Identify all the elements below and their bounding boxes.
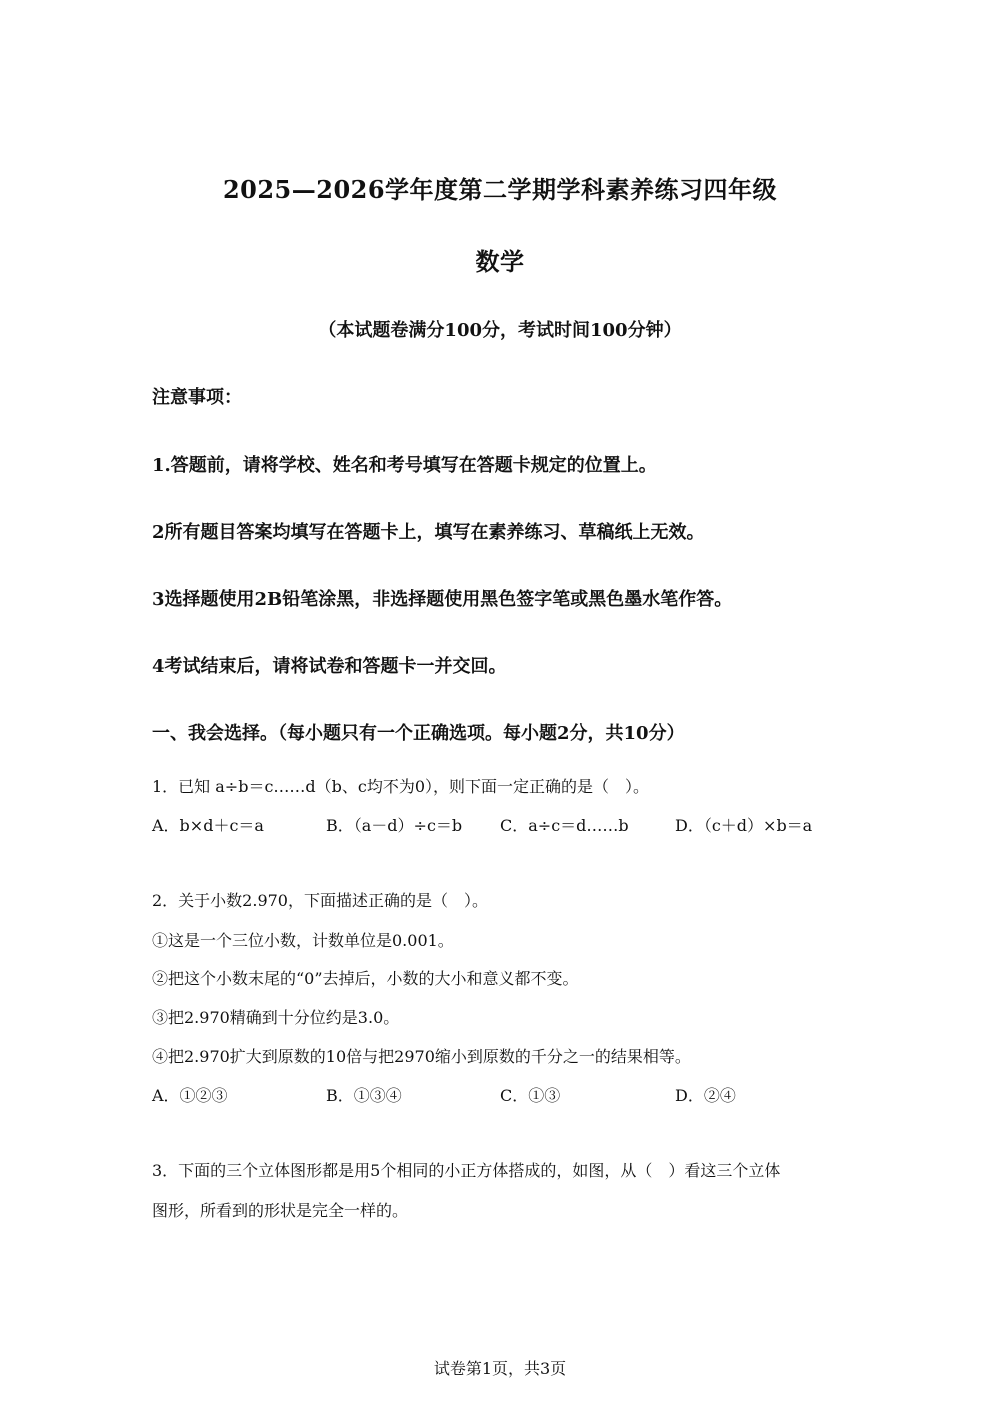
notice-item-1: 1.答题前，请将学校、姓名和考号填写在答题卡规定的位置上。 xyxy=(152,455,657,476)
question-1-stem: 1．已知 a÷b＝c……d（b、c均不为0），则下面一定正确的是（ ）。 xyxy=(152,777,650,796)
question-3-stem-line-2: 图形，所看到的形状是完全一样的。 xyxy=(152,1201,409,1220)
notice-item-3: 3选择题使用2B铅笔涂黑，非选择题使用黑色签字笔或黑色墨水笔作答。 xyxy=(152,589,733,610)
question-1-option-d: D．（c＋d）×b＝a xyxy=(675,816,813,835)
exam-info: （本试题卷满分100分，考试时间100分钟） xyxy=(318,320,682,341)
question-1-option-c: C．a÷c＝d……b xyxy=(500,816,629,835)
question-3-stem-line-1: 3．下面的三个立体图形都是用5个相同的小正方体搭成的，如图，从（ ）看这三个立体 xyxy=(152,1161,781,1180)
question-2-statement-2: ②把这个小数末尾的“0”去掉后，小数的大小和意义都不变。 xyxy=(152,969,579,988)
notice-heading: 注意事项： xyxy=(152,387,242,408)
question-1-option-a: A．b×d＋c＝a xyxy=(152,816,264,835)
page-footer: 试卷第1页，共3页 xyxy=(433,1359,567,1378)
question-2-statement-4: ④把2.970扩大到原数的10倍与把2970缩小到原数的千分之一的结果相等。 xyxy=(152,1047,691,1066)
question-2-option-a: A．①②③ xyxy=(152,1086,228,1105)
notice-item-2: 2所有题目答案均填写在答题卡上，填写在素养练习、草稿纸上无效。 xyxy=(152,522,705,543)
question-2-option-b: B．①③④ xyxy=(326,1086,402,1105)
question-1-option-b: B．（a－d）÷c＝b xyxy=(326,816,463,835)
question-2-option-d: D．②④ xyxy=(675,1086,736,1105)
notice-item-4: 4考试结束后，请将试卷和答题卡一并交回。 xyxy=(152,656,507,677)
subject-title: 数学 xyxy=(475,247,525,276)
exam-title: 2025—2026学年度第二学期学科素养练习四年级 xyxy=(222,175,778,204)
question-2-stem: 2．关于小数2.970，下面描述正确的是（ ）。 xyxy=(152,891,488,910)
question-2-option-c: C．①③ xyxy=(500,1086,561,1105)
question-2-statement-1: ①这是一个三位小数，计数单位是0.001。 xyxy=(152,931,454,950)
section-heading: 一、我会选择。（每小题只有一个正确选项。每小题2分，共10分） xyxy=(152,723,685,744)
question-2-statement-3: ③把2.970精确到十分位约是3.0。 xyxy=(152,1008,400,1027)
